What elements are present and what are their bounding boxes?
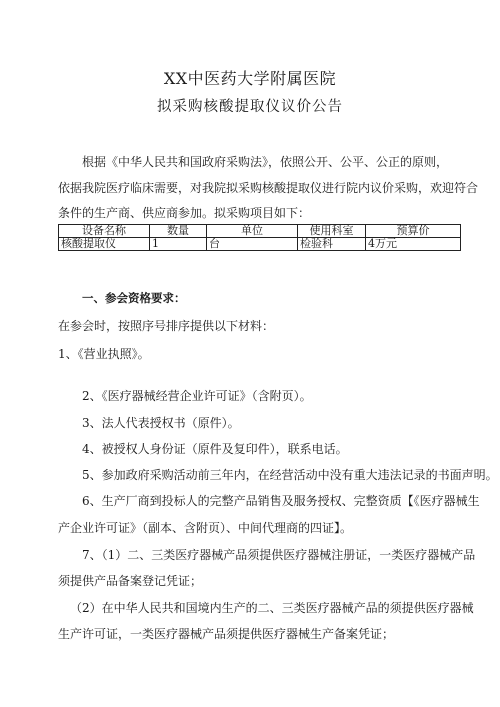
requirement-item-7b-line-1: （2）在中华人民共和国境内生产的二、三类医疗器械产品的须提供医疗器械 (70, 601, 474, 615)
table-cell: 台 (207, 238, 298, 251)
intro-line-3: 条件的生产商、供应商参加。拟采购项目如下： (58, 206, 311, 220)
requirement-item-2: 2、《医疗器械经营企业许可证》（含附页）。 (82, 389, 312, 403)
table-header: 预算价 (366, 225, 461, 238)
table-cell: 检验科 (298, 238, 366, 251)
procurement-table (58, 224, 461, 251)
notice-title: 拟采购核酸提取仪议价公告 (157, 99, 343, 115)
section-heading: 一、参会资格要求： (82, 291, 186, 305)
requirement-item-5: 5、参加政府采购活动前三年内，在经营活动中没有重大违法记录的书面声明。 (82, 468, 498, 482)
intro-line-2: 依据我院医疗临床需要，对我院拟采购核酸提取仪进行院内议价采购，欢迎符合 (58, 181, 479, 195)
section-lead: 在参会时，按照序号排序提供以下材料： (58, 319, 275, 333)
intro-line-1: 根据《中华人民共和国政府采购法》，依照公开、公平、公正的原则， (82, 155, 449, 169)
table-header: 使用科室 (298, 225, 366, 238)
requirement-item-6-line-1: 6、生产厂商到投标人的完整产品销售及服务授权、完整资质【《医疗器械生 (82, 494, 480, 508)
requirement-item-4: 4、被授权人身份证（原件及复印件），联系电话。 (82, 442, 348, 456)
table-header: 设备名称 (59, 225, 150, 238)
table-row (59, 238, 461, 251)
requirement-item-7-line-2: 须提供产品备案登记凭证； (58, 574, 203, 588)
requirement-item-1: 1、《营业执照》。 (58, 347, 150, 361)
table-cell: 1 (150, 238, 207, 251)
table-header: 单位 (207, 225, 298, 238)
requirement-item-7b-line-2: 生产许可证，一类医疗器械产品须提供医疗器械生产备案凭证； (58, 627, 395, 641)
table-cell: 4万元 (366, 238, 461, 251)
hospital-title: XX中医药大学附属医院 (163, 69, 337, 88)
requirement-item-3: 3、法人代表授权书（原件）。 (82, 416, 240, 430)
requirement-item-6-line-2: 产企业许可证》（副本、含附页）、中间代理商的四证】。 (58, 521, 353, 535)
table-header: 数量 (150, 225, 207, 238)
table-cell: 核酸提取仪 (59, 238, 150, 251)
requirement-item-7-line-1: 7、（1）二、三类医疗器械产品须提供医疗器械注册证，一类医疗器械产品 (82, 548, 476, 562)
table-header-row (59, 225, 461, 238)
